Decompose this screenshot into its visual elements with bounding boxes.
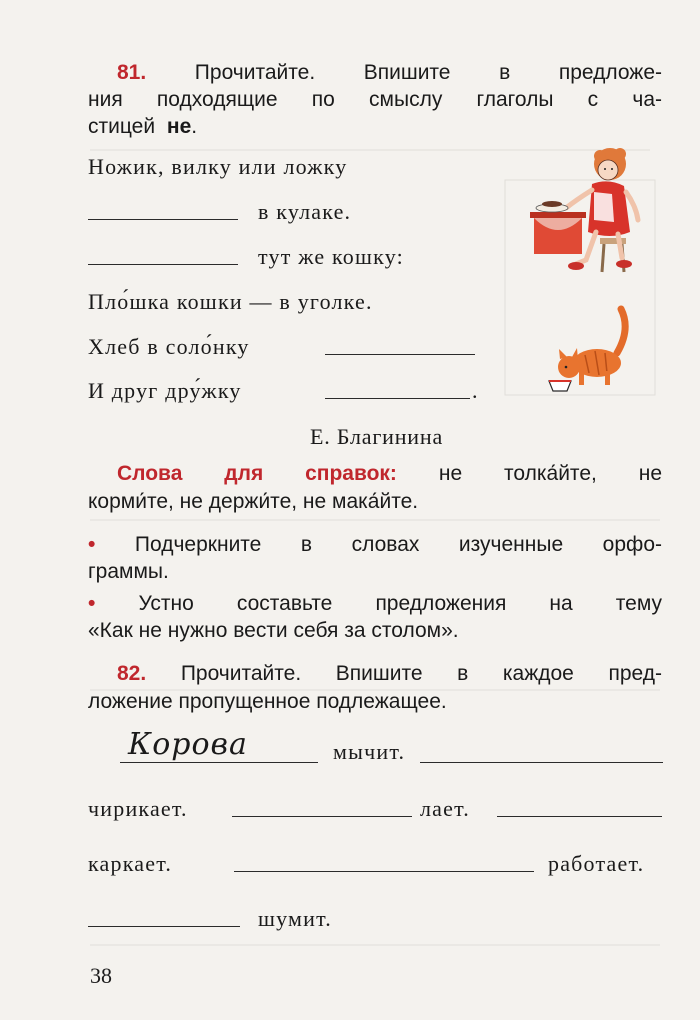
answer-blank-9[interactable] (234, 871, 534, 872)
ex81-line3 (88, 114, 197, 140)
answer-blank-1[interactable] (88, 219, 238, 220)
answer-blank-4[interactable] (325, 398, 470, 399)
page-number: 38 (90, 963, 112, 988)
answer-blank-5[interactable] (120, 762, 318, 763)
ex81-line1-text: Прочитайте. Впишите в предложе- (194, 61, 662, 84)
ex81-line1 (117, 60, 662, 86)
task-1-line-2: граммы. (88, 560, 169, 583)
ex82-sentence-4: шумит. (258, 906, 333, 931)
ex81-line2: ния подходящие по смыслу глаголы с ча- (88, 88, 662, 111)
ex81-number: 81. (117, 61, 147, 84)
task-2-line-2: «Как не нужно вести себя за столом». (88, 619, 459, 642)
ex82-number: 82. (117, 662, 147, 685)
task-2-line-1 (88, 591, 662, 617)
ex81-bold-word: не (166, 115, 192, 138)
poem-line-1: Ножик, вилку или ложку (88, 154, 348, 179)
handwritten-answer: Корова (128, 727, 248, 762)
ex82-line2: ложение пропущенное подлежащее. (88, 690, 447, 713)
ref-label: Слова для справок: (117, 462, 397, 485)
bullet-icon: • (88, 533, 96, 556)
answer-blank-7[interactable] (232, 816, 412, 817)
ex82-sentence-2a: чирикает. (88, 796, 188, 821)
bullet-icon: • (88, 592, 96, 615)
answer-blank-6[interactable] (420, 762, 663, 763)
poem-author: Е. Благинина (310, 424, 444, 449)
girl-eating-illustration (522, 142, 650, 282)
ref-line-1-text: не толка́йте, не (438, 462, 663, 485)
ex82-sentence-1: мычит. (333, 739, 406, 764)
poem-line-2: в кулаке. (258, 199, 352, 224)
answer-blank-8[interactable] (497, 816, 662, 817)
task-2-text: Устно составьте предложения на тему (138, 592, 662, 615)
ex82-sentence-3b: работает. (548, 851, 645, 876)
task-1-line-1 (88, 532, 662, 558)
task-1-text: Подчеркните в словах изученные орфо- (134, 533, 662, 556)
answer-blank-10[interactable] (88, 926, 240, 927)
ex82-line1 (117, 661, 662, 687)
ex82-sentence-2b: лает. (420, 796, 470, 821)
poem-line-6-end: . (472, 378, 479, 403)
ex81-line3-text: стицей (88, 115, 156, 138)
poem-line-4: Пло́шка кошки — в уголке. (88, 289, 373, 314)
answer-blank-2[interactable] (88, 264, 238, 265)
cat-eating-illustration (545, 305, 633, 395)
poem-line-6: И друг дру́жку (88, 378, 242, 403)
ref-line-1 (117, 461, 662, 487)
poem-line-5: Хлеб в соло́нку (88, 334, 250, 359)
ex82-sentence-3a: каркает. (88, 851, 173, 876)
ex81-line3-period: . (191, 115, 198, 138)
ref-line-2: корми́те, не держи́те, не мака́йте. (88, 490, 419, 513)
answer-blank-3[interactable] (325, 354, 475, 355)
ex82-line1-text: Прочитайте. Впишите в каждое пред- (180, 662, 662, 685)
poem-line-3: тут же кошку: (258, 244, 404, 269)
